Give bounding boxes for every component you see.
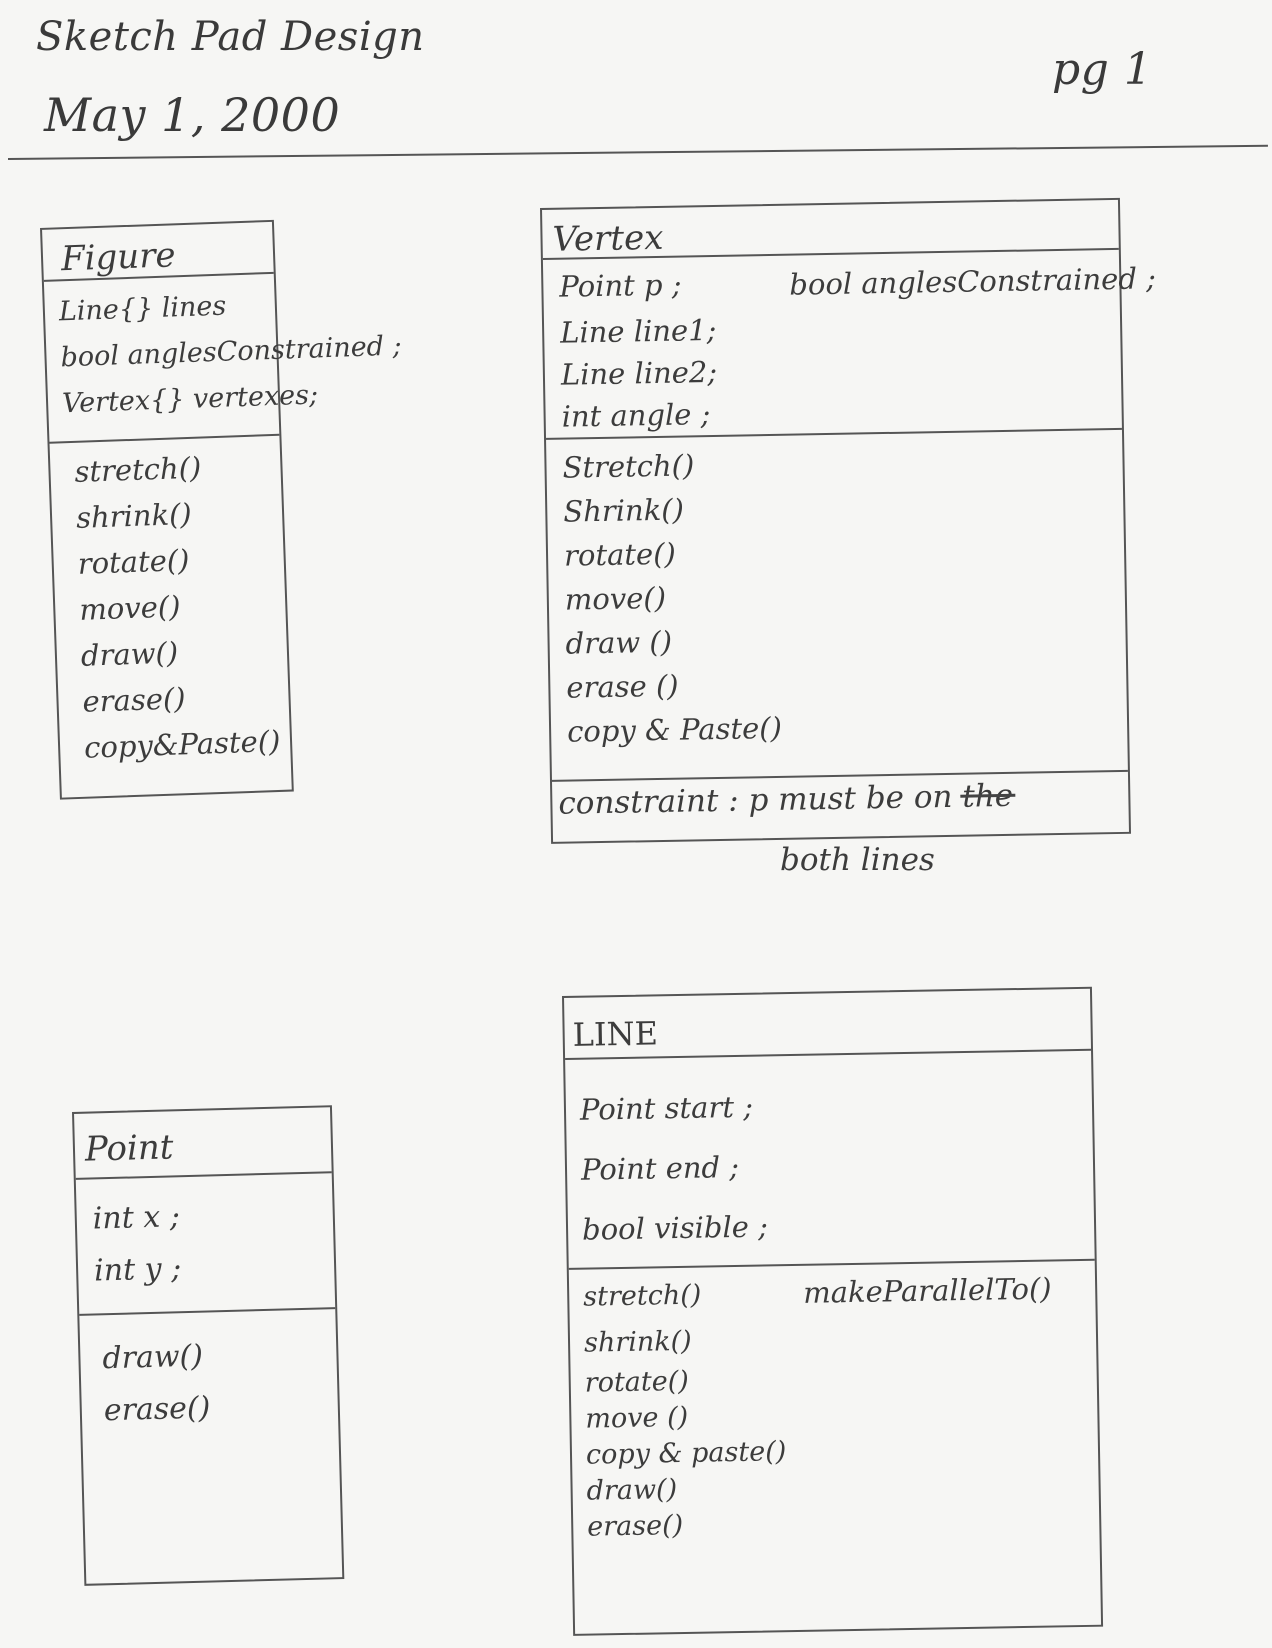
line-attributes-section bbox=[565, 1051, 1095, 1270]
line-class-name: LINE bbox=[572, 1014, 659, 1054]
line-method: draw() bbox=[586, 1474, 678, 1507]
line-attribute: Point start ; bbox=[579, 1089, 754, 1127]
line-attribute: bool visible ; bbox=[581, 1209, 769, 1247]
vertex-attribute: Line line2; bbox=[560, 354, 718, 392]
figure-method: shrink() bbox=[75, 496, 193, 535]
figure-method: copy&Paste() bbox=[83, 723, 281, 765]
figure-method: stretch() bbox=[73, 450, 202, 489]
point-class-name-section bbox=[74, 1107, 332, 1180]
vertex-method: erase () bbox=[566, 668, 679, 705]
vertex-constraint-section bbox=[552, 772, 1129, 832]
line-class-name-section bbox=[564, 989, 1091, 1060]
point-method: draw() bbox=[102, 1338, 204, 1377]
header-divider bbox=[8, 145, 1268, 160]
point-method: erase() bbox=[103, 1390, 211, 1429]
figure-attribute: Vertex{} vertexes; bbox=[61, 379, 319, 420]
point-attributes-section bbox=[76, 1173, 335, 1316]
point-class-box bbox=[72, 1105, 344, 1586]
vertex-method: Stretch() bbox=[562, 448, 695, 485]
vertex-constraint-text: constraint : p must be on bbox=[558, 778, 953, 822]
vertex-constraint bbox=[558, 778, 1013, 822]
struck-word: the bbox=[961, 777, 1014, 815]
line-method: erase() bbox=[587, 1509, 684, 1543]
line-method: shrink() bbox=[583, 1325, 692, 1359]
vertex-method: Shrink() bbox=[563, 492, 685, 529]
vertex-methods-section bbox=[546, 430, 1128, 782]
figure-methods-section bbox=[50, 436, 291, 772]
figure-attributes-section bbox=[44, 274, 403, 444]
vertex-extra-attribute: bool anglesConstrained ; bbox=[789, 261, 1157, 302]
line-method: rotate() bbox=[584, 1365, 690, 1399]
vertex-method: rotate() bbox=[563, 536, 677, 573]
vertex-attribute: Point p ; bbox=[559, 267, 682, 304]
figure-class-box bbox=[40, 220, 403, 800]
vertex-constraint-continuation: both lines bbox=[780, 842, 935, 878]
vertex-method: move() bbox=[564, 580, 667, 617]
figure-attribute: bool anglesConstrained ; bbox=[60, 330, 403, 374]
vertex-method: copy & Paste() bbox=[566, 710, 783, 749]
figure-method: erase() bbox=[81, 681, 187, 719]
vertex-attribute: int angle ; bbox=[561, 397, 711, 434]
figure-class-name: Figure bbox=[60, 235, 177, 280]
vertex-attributes-section bbox=[543, 250, 1157, 440]
vertex-attribute: Line line1; bbox=[559, 312, 717, 350]
page-date: May 1, 2000 bbox=[44, 88, 341, 142]
figure-method: move() bbox=[78, 589, 182, 627]
line-extra-method: makeParallelTo() bbox=[802, 1271, 1052, 1310]
line-method: move () bbox=[585, 1401, 689, 1435]
point-attribute: int y ; bbox=[93, 1251, 182, 1289]
point-class-name: Point bbox=[84, 1127, 174, 1170]
figure-method: draw() bbox=[80, 635, 179, 673]
line-method: stretch() bbox=[582, 1279, 702, 1313]
page-title: Sketch Pad Design bbox=[36, 14, 425, 60]
figure-method: rotate() bbox=[77, 542, 190, 581]
line-class-box bbox=[562, 987, 1103, 1636]
point-methods-section bbox=[79, 1309, 338, 1438]
figure-class-name-section bbox=[42, 222, 274, 282]
line-methods-section bbox=[569, 1261, 1100, 1546]
vertex-method: draw () bbox=[565, 624, 673, 661]
page-number: pg 1 bbox=[1052, 44, 1153, 95]
line-method: copy & paste() bbox=[585, 1436, 787, 1471]
point-attribute: int x ; bbox=[92, 1199, 181, 1237]
vertex-class-box bbox=[540, 198, 1157, 844]
line-attribute: Point end ; bbox=[580, 1149, 740, 1187]
vertex-class-name: Vertex bbox=[552, 217, 664, 260]
figure-attribute: Line{} lines bbox=[58, 290, 227, 328]
